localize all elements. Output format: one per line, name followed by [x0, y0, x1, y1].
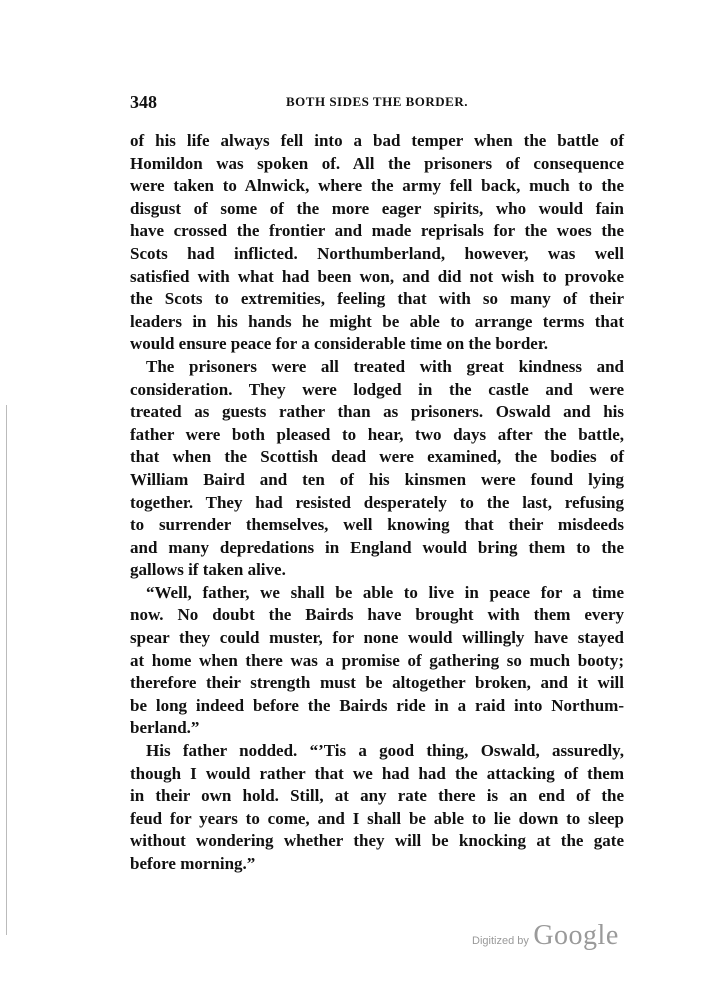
text-line: consideration. They were lodged in the castle and were: [130, 379, 624, 399]
text-line: leaders in his hands he might be able to arrange terms that: [130, 311, 624, 331]
text-line: therefore their strength must be altogether broken, and it will: [130, 673, 624, 693]
body-text: [130, 130, 624, 876]
text-line: satisfied with what had been won, and did not wish to provoke: [130, 266, 624, 286]
text-line: now. No doubt the Bairds have brought with them every: [130, 605, 624, 625]
text-line: were taken to Alnwick, where the army fell back, much to the: [130, 176, 624, 196]
text-line: disgust of some of the more eager spirits, who would fain: [130, 198, 624, 218]
text-line: the Scots to extremities, feeling that with so many of their: [130, 289, 624, 309]
text-line: His father nodded. “’Tis a good thing, Oswald, assuredly,: [146, 741, 624, 761]
text-line: that when the Scottish dead were examined, the bodies of: [130, 447, 624, 467]
text-line: spear they could muster, for none would willingly have stayed: [130, 628, 624, 648]
text-line: at home when there was a promise of gathering so much booty;: [130, 650, 624, 670]
text-line: berland.”: [130, 718, 200, 738]
text-line: in their own hold. Still, at any rate there is an end of the: [130, 786, 624, 806]
text-line: gallows if taken alive.: [130, 560, 286, 580]
page-number: 348: [130, 92, 157, 112]
text-line: Scots had inflicted. Northumberland, however, was well: [130, 243, 624, 263]
text-line: to surrender themselves, well knowing that their misdeeds: [130, 515, 624, 535]
watermark-prefix: Digitized by: [472, 935, 529, 947]
text-line: have crossed the frontier and made reprisals for the woes the: [130, 221, 624, 241]
text-line: “Well, father, we shall be able to live in peace for a time: [146, 582, 624, 602]
text-line: though I would rather that we had had the attacking of them: [130, 763, 624, 783]
text-line: and many depredations in England would bring them to the: [130, 537, 624, 557]
text-line: William Baird and ten of his kinsmen were found lying: [130, 469, 624, 489]
text-line: Homildon was spoken of. All the prisoners of consequence: [130, 153, 624, 173]
digitized-watermark: [472, 920, 619, 952]
text-line: be long indeed before the Bairds ride in a raid into Northum-: [130, 695, 624, 715]
text-line: together. They had resisted desperately to the last, refusing: [130, 492, 624, 512]
text-line: feud for years to come, and I shall be able to lie down to sleep: [130, 808, 624, 828]
text-line: without wondering whether they will be knocking at the gate: [130, 831, 624, 851]
text-line: father were both pleased to hear, two days after the battle,: [130, 424, 624, 444]
text-line: treated as guests rather than as prisoners. Oswald and his: [130, 402, 624, 422]
text-line: would ensure peace for a considerable time on the border.: [130, 334, 549, 354]
watermark-brand: Google: [533, 920, 619, 951]
text-line: before morning.”: [130, 854, 256, 873]
text-line: The prisoners were all treated with great kindness and: [146, 356, 624, 376]
scan-edge-line: [6, 405, 7, 935]
text-line: of his life always fell into a bad temper when the battle of: [130, 131, 624, 150]
running-head: BOTH SIDES THE BORDER.: [286, 94, 468, 109]
page-header: [130, 92, 624, 116]
